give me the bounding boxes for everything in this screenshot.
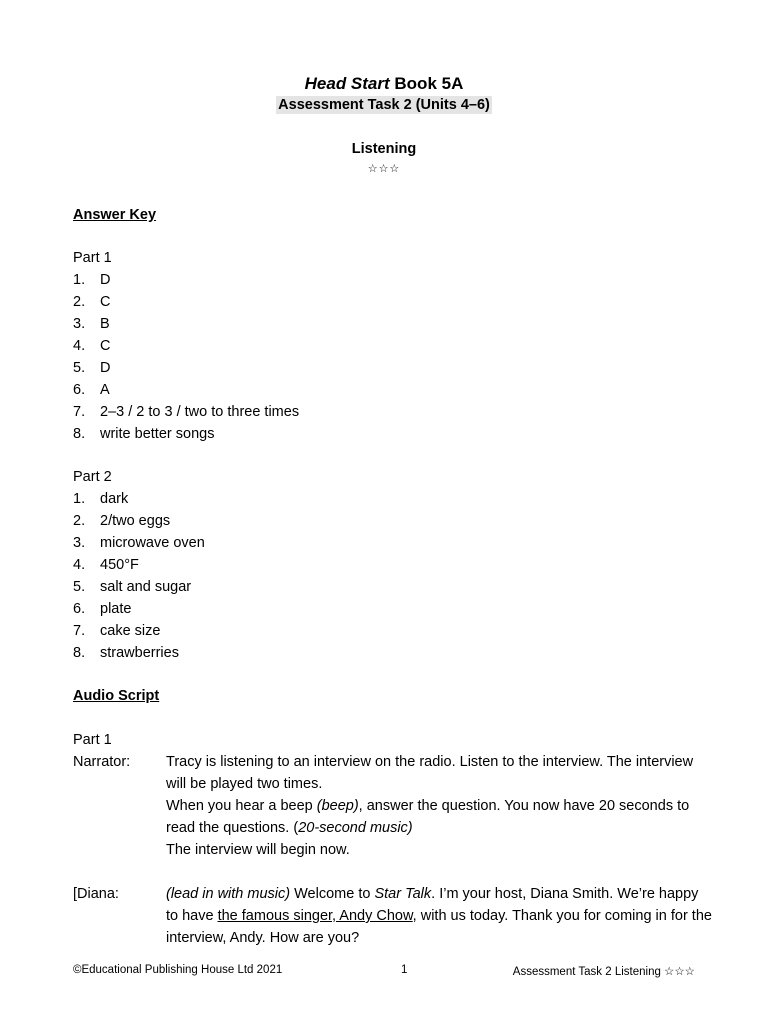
answer-text: 450°F (100, 557, 139, 573)
answer-text: B (100, 316, 110, 332)
answer-number: 6. (73, 382, 86, 398)
answer-number: 4. (73, 557, 86, 573)
answer-item (73, 642, 205, 664)
answer-key-part2-label: Part 2 (73, 469, 112, 485)
audio-script-body (73, 751, 713, 949)
answer-text: C (100, 338, 111, 354)
answer-number: 1. (73, 491, 86, 507)
answer-text: C (100, 294, 111, 310)
speaker-narrator: Narrator: (73, 754, 131, 770)
answer-text: 2/two eggs (100, 513, 171, 529)
answer-number: 5. (73, 579, 86, 595)
answer-item (73, 269, 299, 291)
page-footer (73, 964, 695, 980)
answer-item (73, 423, 299, 445)
answer-item (73, 357, 299, 379)
answer-item (73, 554, 205, 576)
answer-text: A (100, 382, 110, 398)
answer-item (73, 598, 205, 620)
answer-key-heading: Answer Key (73, 207, 157, 223)
answer-number: 7. (73, 623, 86, 639)
subtitle-text: Assessment Task 2 (Units 4–6) (278, 97, 490, 113)
answer-number: 8. (73, 645, 86, 661)
answer-number: 7. (73, 404, 86, 420)
diana-text (166, 883, 713, 949)
answer-key-part1-list (73, 269, 299, 445)
diana-text-4: . I’m your host, Diana Smith. We’re happy to have (166, 886, 699, 924)
answer-item (73, 335, 299, 357)
narrator-line-2 (166, 795, 713, 839)
answer-key-part2-list (73, 488, 205, 664)
answer-key-part1-label: Part 1 (73, 250, 112, 266)
answer-number: 3. (73, 535, 86, 551)
audio-script-part-label: Part 1 (73, 732, 112, 748)
answer-item (73, 313, 299, 335)
narrator-music-cue: 20-second music) (298, 820, 413, 836)
speaker-diana: [Diana: (73, 886, 119, 902)
answer-number: 4. (73, 338, 86, 354)
difficulty-stars: ☆☆☆ (367, 163, 401, 175)
title-book-number: Book 5A (389, 74, 464, 93)
answer-number: 5. (73, 360, 86, 376)
answer-number: 2. (73, 513, 86, 529)
section-title: Listening (351, 141, 417, 157)
answer-text: dark (100, 491, 129, 507)
narrator-line-3: The interview will begin now. (166, 842, 350, 858)
narrator-text (166, 751, 713, 861)
answer-item (73, 532, 205, 554)
answer-item (73, 291, 299, 313)
title-book-series: Head Start (304, 74, 390, 93)
answer-text: D (100, 272, 111, 288)
footer-page-number: 1 (401, 964, 408, 976)
answer-item (73, 620, 205, 642)
answer-text: salt and sugar (100, 579, 192, 595)
guest-name: the famous singer, Andy Chow (217, 908, 413, 924)
diana-music-cue: (lead in with music) (166, 886, 291, 902)
show-name: Star Talk (374, 886, 432, 902)
answer-number: 1. (73, 272, 86, 288)
answer-text: D (100, 360, 111, 376)
answer-item (73, 510, 205, 532)
answer-number: 3. (73, 316, 86, 332)
answer-text: plate (100, 601, 132, 617)
document-title (0, 74, 768, 94)
answer-number: 6. (73, 601, 86, 617)
answer-text: strawberries (100, 645, 179, 661)
answer-text: write better songs (100, 426, 215, 442)
answer-item (73, 576, 205, 598)
document-subtitle (0, 97, 768, 113)
narrator-line-2-a: When you hear a beep (166, 798, 317, 814)
script-line-diana (73, 883, 713, 949)
answer-item (73, 401, 299, 423)
footer-copyright: ©Educational Publishing House Ltd 2021 (73, 964, 283, 976)
narrator-line-1: Tracy is listening to an interview on the radio. Listen to the interview. The interview will be played two times. (166, 754, 694, 792)
footer-task-label: Assessment Task 2 Listening ☆☆☆ (512, 966, 695, 978)
audio-script-heading: Audio Script (73, 688, 160, 704)
answer-text: 2–3 / 2 to 3 / two to three times (100, 404, 300, 420)
answer-number: 8. (73, 426, 86, 442)
diana-text-2: Welcome to (290, 886, 375, 902)
answer-item (73, 379, 299, 401)
diana-text-6: , with us today. Thank you for coming in for the interview, Andy. How are you? (166, 908, 712, 946)
narrator-beep-cue: (beep) (316, 798, 359, 814)
narrator-line-2-c: , answer the question. You now have 20 seconds to read the questions. ( (166, 798, 690, 836)
answer-text: microwave oven (100, 535, 205, 551)
answer-number: 2. (73, 294, 86, 310)
script-line-narrator (73, 751, 713, 861)
answer-item (73, 488, 205, 510)
answer-text: cake size (100, 623, 161, 639)
